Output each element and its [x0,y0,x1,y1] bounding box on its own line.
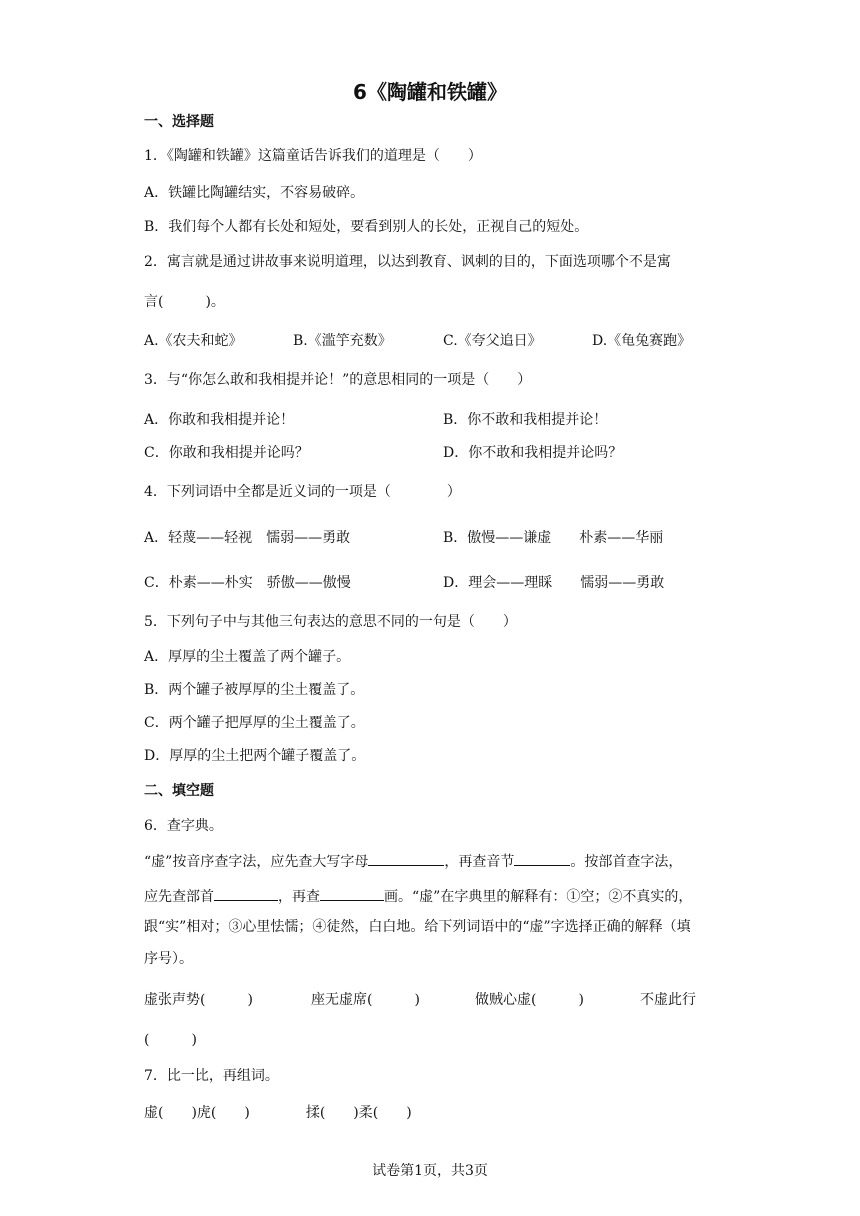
q7-line: 虚( )虎( ) 揉( )柔( ) [144,1105,412,1121]
q6-paragraph-line4: 序号）。 [144,951,193,967]
q6-paragraph-line1 [144,851,682,872]
q6-text: 应先查部首 [144,889,214,905]
q6-paragraph-line2 [144,886,692,907]
q4-stem: 4．下列词语中全都是近义词的一项是（ ） [144,484,461,500]
q2-option-c: C.《夸父追日》 [443,333,542,349]
q3-option-a: A．你敢和我相提并论！ [144,412,295,428]
answer-blank[interactable] [214,886,278,901]
q5-option-c: C．两个罐子把厚厚的尘土覆盖了。 [144,715,365,731]
q1-option-b: B．我们每个人都有长处和短处，要看到别人的长处，正视自己的短处。 [144,219,589,235]
q6-text: “虚”按音序查字法，应先查大写字母 [144,854,369,870]
q1-stem: 1．《陶罐和铁罐》这篇童话告诉我们的道理是（ ） [144,148,482,164]
q7-stem: 7．比一比，再组词。 [144,1068,279,1084]
q6-text: ，再查音节 [444,854,515,870]
q2-stem-line2: 言( )。 [144,294,225,310]
q5-stem: 5．下列句子中与其他三句表达的意思不同的一句是（ ） [144,614,517,630]
page-title: 6《陶罐和铁罐》 [353,80,507,104]
q3-option-c: C．你敢和我相提并论吗？ [144,445,309,461]
q6-word-4: 不虚此行 [640,992,696,1008]
q2-option-b: B.《滥竽充数》 [293,333,392,349]
q6-text: 画。“虚”在字典里的解释有：①空；②不真实的， [384,889,693,905]
q1-option-a: A．铁罐比陶罐结实，不容易破碎。 [144,185,365,201]
q3-option-d: D．你不敢和我相提并论吗？ [443,445,623,461]
section-heading-fill: 二、填空题 [144,783,214,799]
q6-stem: 6．查字典。 [144,818,223,834]
q3-option-b: B．你不敢和我相提并论！ [443,412,608,428]
q5-option-a: A．厚厚的尘土覆盖了两个罐子。 [144,649,351,665]
q6-word-4-blank: ( ) [144,1032,197,1048]
q3-stem: 3．与“你怎么敢和我相提并论！”的意思相同的一项是（ ） [144,372,532,388]
page-footer: 试卷第1页，共3页 [372,1163,488,1179]
q4-option-c: C．朴素——朴实 骄傲——傲慢 [144,575,351,591]
answer-blank[interactable] [514,851,570,866]
section-heading-choice: 一、选择题 [144,114,214,130]
q6-word-3: 做贼心虚( ) [475,992,584,1008]
answer-blank[interactable] [320,886,384,901]
q4-option-d: D．理会——理睬 懦弱——勇敢 [443,575,665,591]
q2-stem-line1: 2．寓言就是通过讲故事来说明道理，以达到教育、讽刺的目的，下面选项哪个不是寓 [144,254,671,270]
q4-option-b: B．傲慢——谦虚 朴素——华丽 [443,530,664,546]
q5-option-b: B．两个罐子被厚厚的尘土覆盖了。 [144,682,365,698]
q2-option-a: A.《农夫和蛇》 [144,333,243,349]
q4-option-a: A．轻蔑——轻视 懦弱——勇敢 [144,530,351,546]
q2-option-d: D.《龟兔赛跑》 [592,333,692,349]
q6-word-1: 虚张声势( ) [144,992,253,1008]
q6-text: ，再查 [278,889,320,905]
answer-blank[interactable] [368,851,444,866]
q6-word-2: 座无虚席( ) [311,992,420,1008]
q6-paragraph-line3: 跟“实”相对；③心里怯懦；④徒然，白白地。给下列词语中的“虚”字选择正确的解释（填 [144,919,691,935]
q6-text: 。按部首查字法， [570,854,683,870]
q5-option-d: D．厚厚的尘土把两个罐子覆盖了。 [144,748,366,764]
